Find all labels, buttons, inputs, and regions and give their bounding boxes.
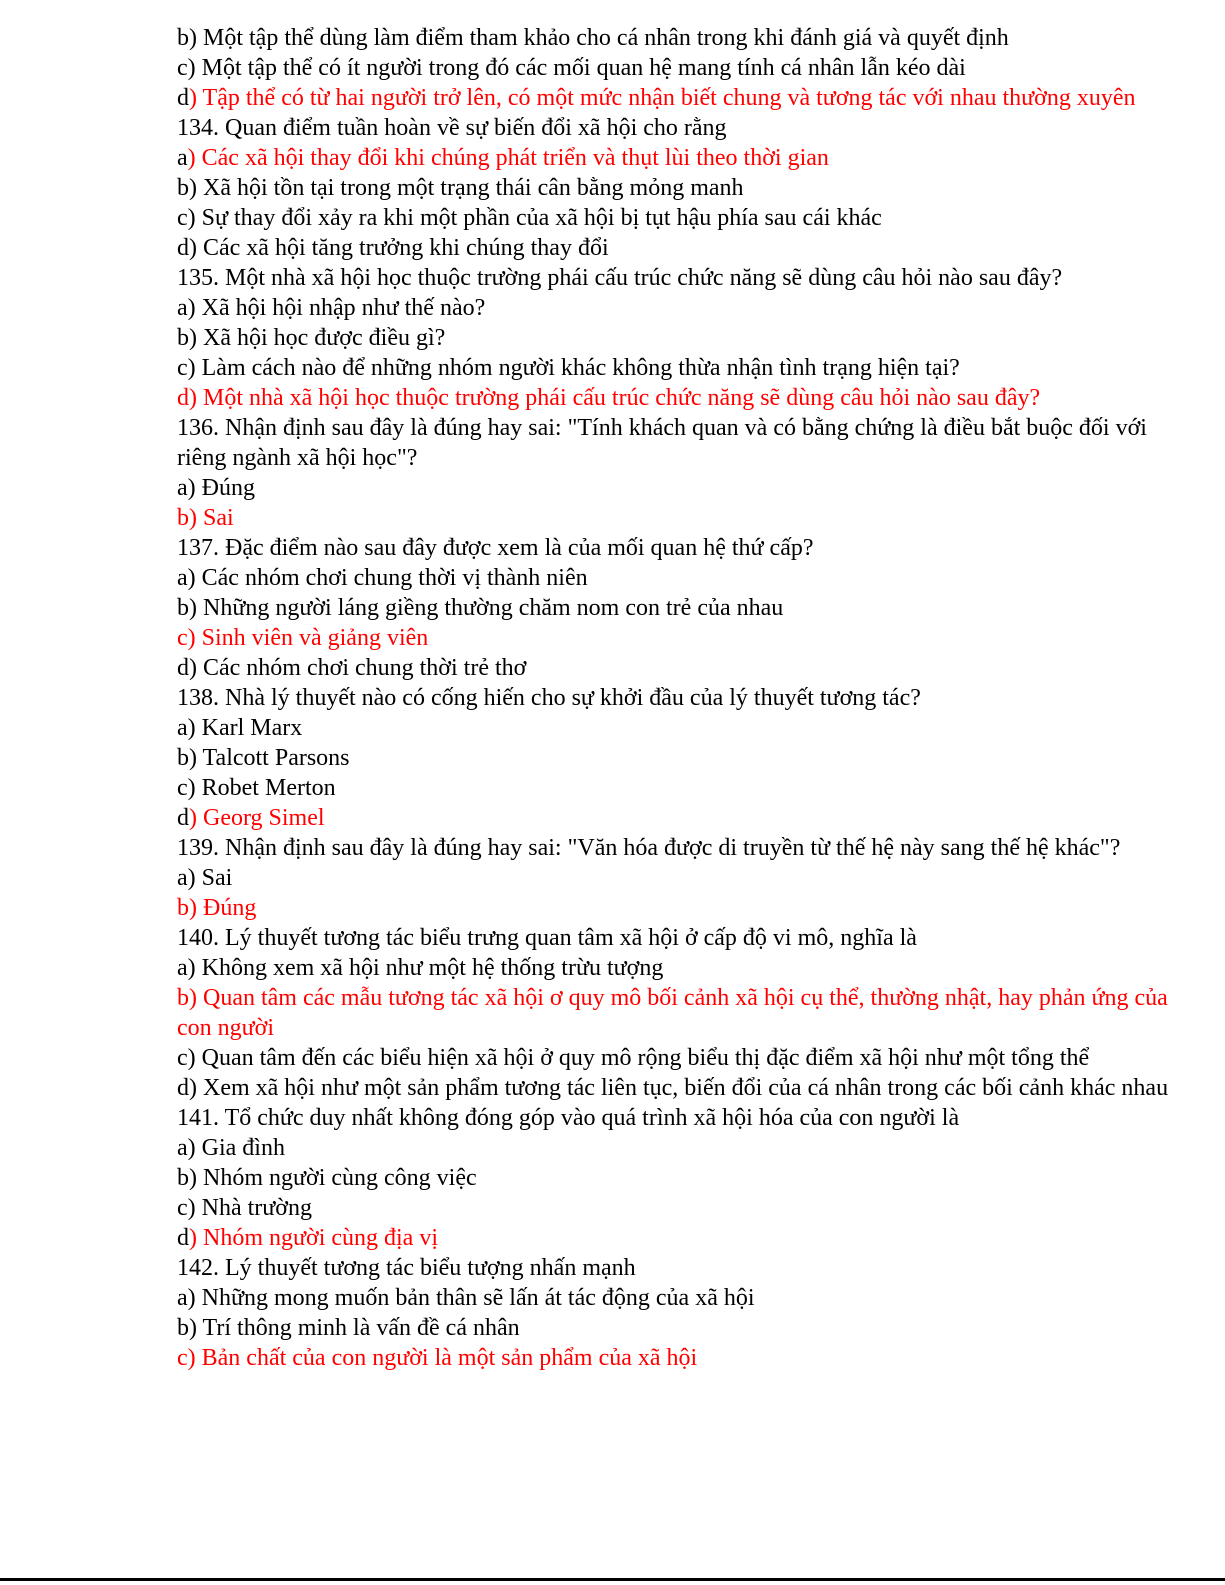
option-line [177, 743, 1177, 773]
option-line [177, 173, 1177, 203]
option-line [177, 1133, 1177, 1163]
line-text: 137. Đặc điểm nào sau đây được xem là của mối quan hệ thứ cấp? [177, 535, 814, 561]
line-text: a) Các nhóm chơi chung thời vị thành niên [177, 565, 588, 591]
line-text: d) Xem xã hội như một sản phẩm tương tác liên tục, biến đổi của cá nhân trong các bối cảnh khác nhau [177, 1075, 1169, 1101]
line-text: d) Một nhà xã hội học thuộc trường phái cấu trúc chức năng sẽ dùng câu hỏi nào sau đây? [177, 385, 1041, 411]
line-text: a) Không xem xã hội như một hệ thống trừu tượng [177, 955, 664, 981]
line-text: c) Bản chất của con người là một sản phẩm của xã hội [177, 1345, 698, 1371]
line-text: a) Gia đình [177, 1135, 285, 1161]
option-letter: a [177, 145, 188, 171]
answer-option-line [177, 143, 1177, 173]
answer-option-line [177, 1343, 1177, 1373]
answer-option-line [177, 893, 1177, 923]
line-text: b) Trí thông minh là vấn đề cá nhân [177, 1315, 520, 1341]
line-text: ) Các xã hội thay đổi khi chúng phát triển và thụt lùi theo thời gian [187, 145, 829, 171]
line-text: ) Nhóm người cùng địa vị [189, 1225, 438, 1251]
line-text: 138. Nhà lý thuyết nào có cống hiến cho sự khởi đầu của lý thuyết tương tác? [177, 685, 921, 711]
option-line [177, 293, 1177, 323]
question-line [177, 533, 1177, 563]
line-text: 142. Lý thuyết tương tác biểu tượng nhấn mạnh [177, 1255, 636, 1281]
option-line [177, 1073, 1177, 1103]
option-line [177, 953, 1177, 983]
line-text: b) Talcott Parsons [177, 745, 350, 771]
line-text: 136. Nhận định sau đây là đúng hay sai: "Tính khách quan và có bằng chứng là điều bắt buộc đối với riêng ngành xã hội học"? [177, 415, 1147, 471]
option-line [177, 563, 1177, 593]
line-text: a) Những mong muốn bản thân sẽ lấn át tác động của xã hội [177, 1285, 755, 1311]
answer-option-line [177, 503, 1177, 533]
option-line [177, 1163, 1177, 1193]
line-text: b) Nhóm người cùng công việc [177, 1165, 477, 1191]
line-text: 140. Lý thuyết tương tác biểu trưng quan tâm xã hội ở cấp độ vi mô, nghĩa là [177, 925, 917, 951]
line-text: a) Xã hội hội nhập như thế nào? [177, 295, 486, 321]
option-line [177, 23, 1177, 53]
line-text: b) Đúng [177, 895, 257, 921]
option-line [177, 773, 1177, 803]
option-line [177, 593, 1177, 623]
line-text: b) Sai [177, 505, 234, 531]
option-line [177, 1313, 1177, 1343]
line-text: c) Sinh viên và giảng viên [177, 625, 429, 651]
line-text: c) Robet Merton [177, 775, 336, 801]
answer-option-line [177, 623, 1177, 653]
line-text: d) Các xã hội tăng trưởng khi chúng thay đổi [177, 235, 609, 261]
question-line [177, 1103, 1177, 1133]
option-line [177, 53, 1177, 83]
line-text: b) Những người láng giềng thường chăm nom con trẻ của nhau [177, 595, 784, 621]
option-line [177, 473, 1177, 503]
option-line [177, 653, 1177, 683]
question-line [177, 1253, 1177, 1283]
line-text: b) Xã hội tồn tại trong một trạng thái cân bằng mỏng manh [177, 175, 744, 201]
line-text: b) Xã hội học được điều gì? [177, 325, 446, 351]
question-line [177, 413, 1177, 473]
option-line [177, 353, 1177, 383]
option-line [177, 1193, 1177, 1223]
option-line [177, 1043, 1177, 1073]
option-line [177, 863, 1177, 893]
option-letter: d [177, 805, 189, 831]
page-bottom-rule [0, 1578, 1225, 1581]
answer-option-line [177, 803, 1177, 833]
line-text: ) Tập thể có từ hai người trở lên, có một mức nhận biết chung và tương tác với nhau thường xuyên [189, 85, 1136, 111]
option-line [177, 1283, 1177, 1313]
option-line [177, 713, 1177, 743]
line-text: 141. Tổ chức duy nhất không đóng góp vào quá trình xã hội hóa của con người là [177, 1105, 960, 1131]
question-line [177, 263, 1177, 293]
line-text: c) Nhà trường [177, 1195, 312, 1221]
line-text: 135. Một nhà xã hội học thuộc trường phái cấu trúc chức năng sẽ dùng câu hỏi nào sau đây? [177, 265, 1063, 291]
question-line [177, 833, 1177, 863]
question-line [177, 113, 1177, 143]
question-line [177, 683, 1177, 713]
line-text: c) Quan tâm đến các biểu hiện xã hội ở quy mô rộng biểu thị đặc điểm xã hội như một tổng thể [177, 1045, 1090, 1071]
line-text: c) Làm cách nào để những nhóm người khác không thừa nhận tình trạng hiện tại? [177, 355, 960, 381]
line-text: b) Quan tâm các mẫu tương tác xã hội ơ quy mô bối cảnh xã hội cụ thể, thường nhật, hay phản ứng của con người [177, 985, 1168, 1041]
line-text: b) Một tập thể dùng làm điểm tham khảo cho cá nhân trong khi đánh giá và quyết định [177, 25, 1009, 51]
answer-option-line [177, 83, 1177, 113]
line-text: a) Karl Marx [177, 715, 303, 741]
answer-option-line [177, 1223, 1177, 1253]
option-letter: d [177, 1225, 189, 1251]
answer-option-line [177, 383, 1177, 413]
option-line [177, 233, 1177, 263]
option-line [177, 323, 1177, 353]
line-text: 134. Quan điểm tuần hoàn về sự biến đổi xã hội cho rằng [177, 115, 727, 141]
option-line [177, 203, 1177, 233]
line-text: a) Đúng [177, 475, 255, 501]
question-line [177, 923, 1177, 953]
answer-option-line [177, 983, 1177, 1043]
line-text: ) Georg Simel [189, 805, 325, 831]
document-page [177, 23, 1177, 1373]
line-text: d) Các nhóm chơi chung thời trẻ thơ [177, 655, 527, 681]
option-letter: d [177, 85, 189, 111]
line-text: a) Sai [177, 865, 233, 891]
line-text: c) Sự thay đổi xảy ra khi một phần của xã hội bị tụt hậu phía sau cái khác [177, 205, 882, 231]
line-text: c) Một tập thể có ít người trong đó các mối quan hệ mang tính cá nhân lẫn kéo dài [177, 55, 966, 81]
line-text: 139. Nhận định sau đây là đúng hay sai: "Văn hóa được di truyền từ thế hệ này sang thế hệ khác"? [177, 835, 1121, 861]
